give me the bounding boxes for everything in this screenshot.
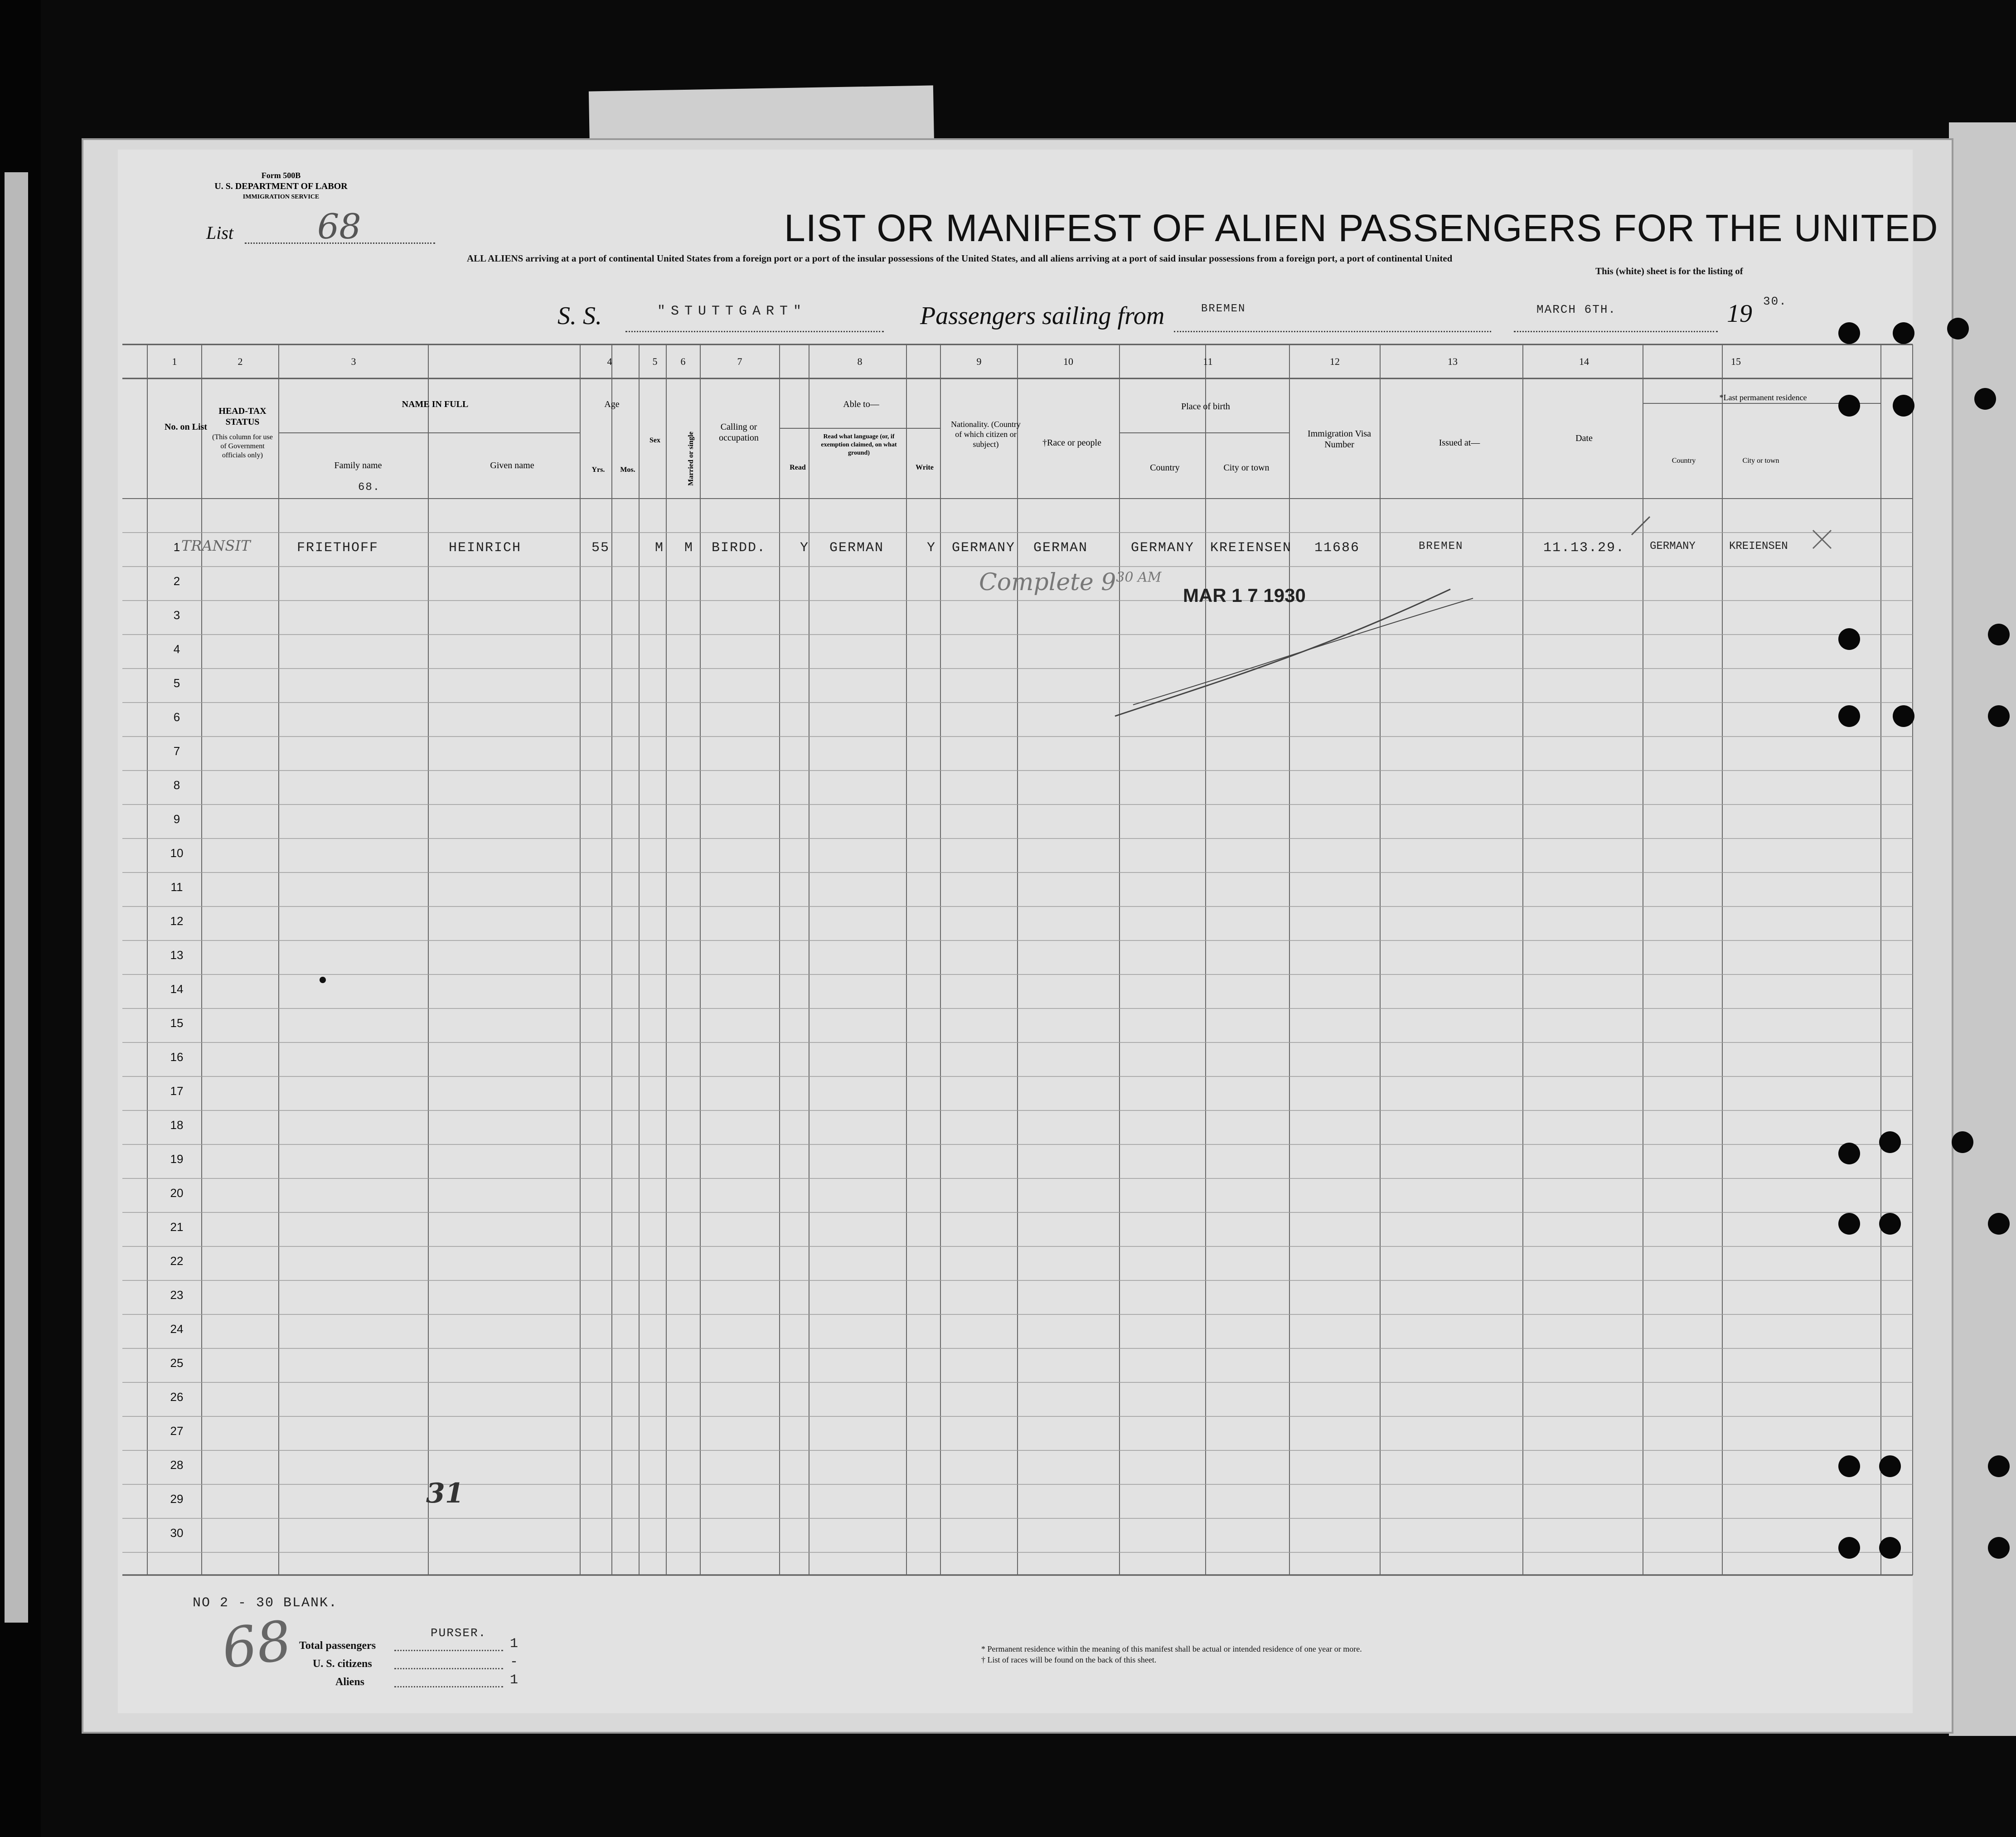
residence-city-cell: KREIENSEN (1729, 540, 1788, 553)
column-number: 5 (652, 356, 658, 367)
header-issued-at: Issued at— (1439, 438, 1480, 448)
page-mark: 31 (426, 1478, 464, 1509)
ship-name: "STUTTGART" (657, 304, 807, 319)
complete-annotation (979, 569, 1161, 596)
row-number: 20 (170, 1186, 184, 1200)
punch-hole (1838, 1143, 1860, 1164)
occupation-cell: BIRDD. (712, 540, 766, 556)
row-number: 28 (170, 1458, 184, 1472)
column-number: 1 (172, 356, 177, 367)
margin-list-number: 68 (218, 1609, 296, 1681)
list-label: List (206, 223, 234, 243)
aliens-label: Aliens (335, 1676, 365, 1688)
arrival-stamp: MAR 1 7 1930 (1183, 585, 1306, 606)
list-number: 68 (317, 206, 361, 247)
age-yrs-cell: 55 (591, 540, 610, 556)
race-cell: GERMAN (1033, 540, 1088, 556)
row-number: 12 (170, 914, 184, 928)
header-head-tax: HEAD-TAX STATUS (218, 406, 267, 427)
punch-hole (1838, 705, 1860, 727)
row-number: 10 (170, 846, 184, 860)
row-number: 24 (170, 1322, 184, 1336)
header-calling: Calling or occupation (719, 422, 759, 443)
row-number: 14 (170, 982, 184, 996)
punch-hole (1838, 322, 1860, 344)
issued-at-cell: BREMEN (1419, 540, 1464, 553)
row-number: 4 (173, 642, 180, 656)
column-number: 11 (1203, 356, 1213, 367)
punch-hole (1947, 318, 1969, 339)
row-number: 9 (173, 812, 180, 826)
row-number: 16 (170, 1050, 184, 1064)
row-number: 30 (170, 1526, 184, 1540)
nationality-cell: GERMANY (952, 540, 1016, 556)
header-given-name: Given name (490, 460, 534, 470)
departure-date: MARCH 6TH. (1536, 303, 1617, 316)
language-cell: GERMAN (829, 540, 884, 556)
ss-label: S. S. (557, 302, 602, 330)
year-prefix: 19 (1727, 300, 1752, 328)
year-suffix: 30. (1763, 295, 1787, 308)
column-number: 13 (1448, 356, 1458, 367)
departure-port: BREMEN (1201, 303, 1246, 315)
subtitle-continued: This (white) sheet is for the listing of (1595, 266, 1743, 276)
column-number: 4 (607, 356, 612, 367)
punch-hole (1988, 1537, 2010, 1559)
punch-hole (1838, 395, 1860, 417)
department-name: U. S. DEPARTMENT OF LABOR (214, 181, 348, 191)
row-number: 8 (173, 778, 180, 792)
residence-country-cell: GERMANY (1650, 540, 1696, 553)
header-no-on-list: No. on List (165, 422, 207, 432)
citizens-value: - (510, 1654, 519, 1670)
aliens-dots (394, 1686, 503, 1687)
row-number: 18 (170, 1118, 184, 1132)
sex-cell: M (655, 540, 664, 556)
row-number: 17 (170, 1084, 184, 1098)
page-title: LIST OR MANIFEST OF ALIEN PASSENGERS FOR THE UNITED (784, 207, 1938, 249)
footnote-races: † List of races will be found on the back of this sheet. (981, 1655, 1157, 1664)
header-res-country: Country (1672, 457, 1696, 465)
header-family-name: Family name (334, 460, 382, 470)
header-read: Read (790, 464, 806, 471)
header-yrs: Yrs. (591, 466, 605, 474)
header-read-language: Read what language (or, if exemption claimed, on what ground) (821, 433, 897, 456)
column-number: 7 (737, 356, 742, 367)
footnote-residence: * Permanent residence within the meaning of this manifest shall be actual or intended residence of one year or more. (981, 1644, 1362, 1653)
column-number: 12 (1330, 356, 1340, 367)
column-number: 8 (857, 356, 863, 367)
row-number: 6 (173, 710, 180, 724)
aliens-value: 1 (510, 1672, 519, 1688)
row-number: 21 (170, 1220, 184, 1234)
punch-hole (1988, 1213, 2010, 1235)
row-number: 27 (170, 1424, 184, 1438)
punch-hole (1879, 1213, 1901, 1235)
header-write: Write (916, 464, 934, 471)
header-sex: Sex (649, 436, 660, 444)
punch-hole (1838, 1213, 1860, 1235)
total-passengers-value: 1 (510, 1636, 519, 1652)
total-passengers-label: Total passengers (299, 1640, 376, 1652)
header-visa: Immigration Visa Number (1307, 429, 1371, 450)
column-number: 2 (237, 356, 243, 367)
header-name-in-full: NAME IN FULL (402, 399, 469, 409)
column-number: 9 (976, 356, 982, 367)
punch-hole (1988, 1455, 2010, 1477)
punch-hole (1988, 624, 2010, 645)
read-cell: Y (800, 540, 809, 556)
head-tax-status: TRANSIT (181, 537, 251, 554)
punch-hole (1838, 1537, 1860, 1559)
citizens-dots (394, 1668, 503, 1669)
row-number: 29 (170, 1492, 184, 1506)
header-mos: Mos. (620, 466, 635, 474)
header-res-city: City or town (1742, 457, 1779, 465)
subtitle: ALL ALIENS arriving at a port of continental United States from a foreign port or a port of the insular possessions of the United States, and all aliens arriving at a port of said insular possessions from a foreign port, a port of continental United (467, 253, 1453, 264)
header-place-of-birth: Place of birth (1181, 402, 1230, 412)
punch-hole (1838, 628, 1860, 650)
form-number: Form 500B (261, 171, 301, 180)
birth-city-cell: KREIENSEN (1210, 540, 1292, 556)
punch-hole (1988, 705, 2010, 727)
visa-date-cell: 11.13.29. (1543, 540, 1625, 556)
punch-hole (1879, 1537, 1901, 1559)
punch-hole (1879, 1131, 1901, 1153)
marital-cell: M (684, 540, 694, 556)
header-age: Age (604, 399, 620, 409)
column-number: 14 (1579, 356, 1589, 367)
row-number: 7 (173, 744, 180, 758)
service-name: IMMIGRATION SERVICE (242, 194, 320, 200)
row-number: 15 (170, 1016, 184, 1030)
header-race: †Race or people (1042, 438, 1101, 448)
column-number: 6 (680, 356, 686, 367)
row-number: 26 (170, 1390, 184, 1404)
column-number: 15 (1731, 356, 1741, 367)
row-number: 23 (170, 1288, 184, 1302)
row-number: 11 (170, 880, 183, 894)
column-number: 10 (1063, 356, 1073, 367)
row-number: 1 (173, 540, 180, 554)
row-number: 22 (170, 1254, 184, 1268)
punch-hole (1893, 395, 1914, 417)
row-number: 2 (173, 574, 180, 588)
given-name-cell: HEINRICH (449, 540, 522, 556)
family-name-cell: FRIETHOFF (297, 540, 379, 556)
visa-cell: 11686 (1314, 540, 1360, 556)
citizens-label: U. S. citizens (313, 1658, 372, 1670)
header-able-to: Able to— (843, 399, 879, 409)
sailing-label: Passengers sailing from (920, 302, 1165, 330)
blank-note: NO 2 - 30 BLANK. (193, 1595, 338, 1611)
header-family-note: 68. (358, 481, 381, 494)
row-number: 19 (170, 1152, 184, 1166)
punch-hole (1974, 388, 1996, 410)
total-dots (394, 1650, 503, 1651)
header-date: Date (1575, 433, 1593, 443)
header-married: Married or single (687, 431, 695, 486)
row-number: 13 (170, 948, 184, 962)
header-last-residence: *Last permanent residence (1719, 393, 1807, 402)
punch-hole (1879, 1455, 1901, 1477)
row-number: 25 (170, 1356, 184, 1370)
punch-hole (1893, 322, 1914, 344)
row-number: 3 (173, 608, 180, 622)
punch-hole (1952, 1131, 1973, 1153)
header-birth-city: City or town (1223, 463, 1270, 473)
complete-text: Complete 9 (979, 569, 1116, 596)
punch-hole (1893, 705, 1914, 727)
column-number: 3 (351, 356, 356, 367)
complete-time: 30 AM (1116, 569, 1162, 586)
purser-label: PURSER. (431, 1626, 487, 1640)
header-head-tax-note: (This column for use of Government officials only) (212, 433, 273, 459)
header-birth-country: Country (1150, 463, 1180, 473)
punch-hole (1838, 1455, 1860, 1477)
write-cell: Y (927, 540, 936, 556)
birth-country-cell: GERMANY (1131, 540, 1195, 556)
row-number: 5 (173, 676, 180, 690)
ink-dot (320, 977, 326, 983)
header-nationality: Nationality. (Country of which citizen or subject) (951, 420, 1021, 449)
